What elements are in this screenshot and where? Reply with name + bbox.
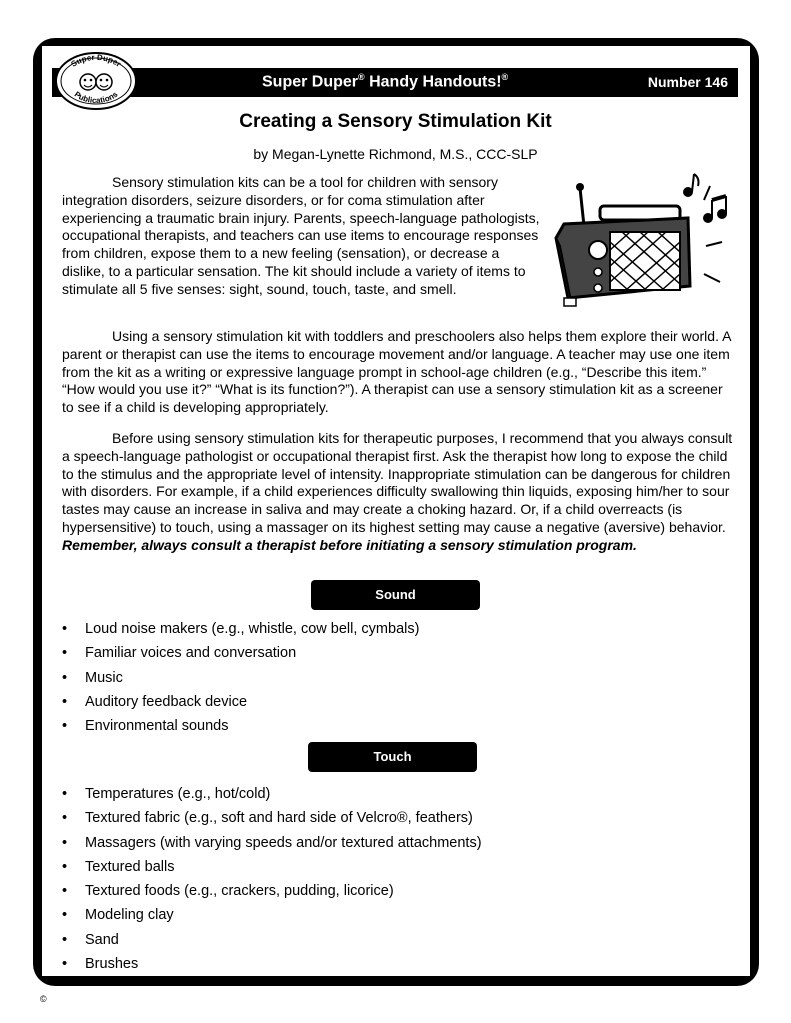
- paragraph-text: [62, 430, 734, 555]
- svg-text:Publications: Publications: [72, 89, 120, 106]
- series-registered-mark: ®: [501, 72, 509, 82]
- list-item: • Brushes: [62, 955, 482, 979]
- section-heading-touch: Touch: [308, 742, 477, 772]
- list-item: • Textured balls: [62, 858, 482, 882]
- paragraph-body: Before using sensory stimulation kits for therapeutic purposes, I recommend that you always consult a speech-language pathologist or occupational therapist first. Ask the therapist how long to expose the child to the stimulus and the appropriate level of intensity. Inappropriate stimulation can be dangerous for children with disorders. For example, if a child experiences difficulty swallowing thin liquids, exposing him/her to sour tastes may cause an increase in saliva and may create a choking hazard. Or, if a child overreacts (is hypersensitive) to touch, using a massager on its highest setting may cause a negative (aversive) behavior.: [62, 430, 733, 535]
- header-bar: [52, 68, 738, 97]
- author-byline: by Megan-Lynette Richmond, M.S., CCC-SLP: [253, 146, 538, 162]
- paragraph-text: Using a sensory stimulation kit with toddlers and preschoolers also helps them explore their world. A parent or therapist can use the items to encourage movement and/or language. A teacher may use one item from the kit as a writing or expressive language prompt in school-age children (e.g., “Describe this item.” “How would you use it?” “What is its function?”). A therapist can use a sensory stimulation kit as a screener to see if a child is developing appropriately.: [62, 328, 731, 416]
- touch-list: [62, 785, 482, 979]
- list-item: • Music: [62, 669, 419, 693]
- svg-text:Super Duper: Super Duper: [69, 52, 123, 69]
- brand-registered-mark: ®: [358, 72, 365, 82]
- list-item: • Textured fabric (e.g., soft and hard side of Velcro®, feathers): [62, 809, 482, 833]
- list-item: • Modeling clay: [62, 906, 482, 930]
- sound-list: [62, 620, 419, 741]
- toddler-paragraph: [62, 328, 734, 417]
- list-item: • Massagers (with varying speeds and/or textured attachments): [62, 834, 482, 858]
- section-heading-sound: Sound: [311, 580, 480, 610]
- handout-number: Number 146: [647, 74, 728, 90]
- list-item: • Textured foods (e.g., crackers, pudding, licorice): [62, 882, 482, 906]
- emphasis-note: Remember, always consult a therapist before initiating a sensory stimulation program.: [62, 536, 637, 553]
- list-item: • Temperatures (e.g., hot/cold): [62, 785, 482, 809]
- brand-text: Super Duper: [262, 73, 359, 91]
- intro-paragraph: [62, 174, 540, 299]
- series-text: Handy Handouts!: [364, 73, 502, 91]
- header-title: [262, 72, 508, 91]
- document-title: Creating a Sensory Stimulation Kit: [239, 111, 552, 132]
- super-duper-logo-icon: [54, 51, 138, 111]
- list-item: • Loud noise makers (e.g., whistle, cow bell, cymbals): [62, 620, 419, 644]
- paragraph-text: Sensory stimulation kits can be a tool for children with sensory integration disorders, seizure disorders, or for coma stimulation after experiencing a traumatic brain injury. Parents, speech-language pathologists, occupational therapists, and teachers can use items to encourage responses from children, expose them to a new feeling (sensation), or decrease a dislike, to a particular sensation. The kit should include a variety of items to stimulate all 5 five senses: sight, sound, touch, taste, and smell.: [62, 174, 540, 297]
- radio-with-music-notes-icon: [548, 168, 738, 328]
- list-item: • Sand: [62, 931, 482, 955]
- list-item: • Familiar voices and conversation: [62, 644, 419, 668]
- caution-paragraph: [62, 430, 734, 555]
- copyright-mark: ©: [40, 994, 47, 1004]
- list-item: • Auditory feedback device: [62, 693, 419, 717]
- list-item: • Environmental sounds: [62, 717, 419, 741]
